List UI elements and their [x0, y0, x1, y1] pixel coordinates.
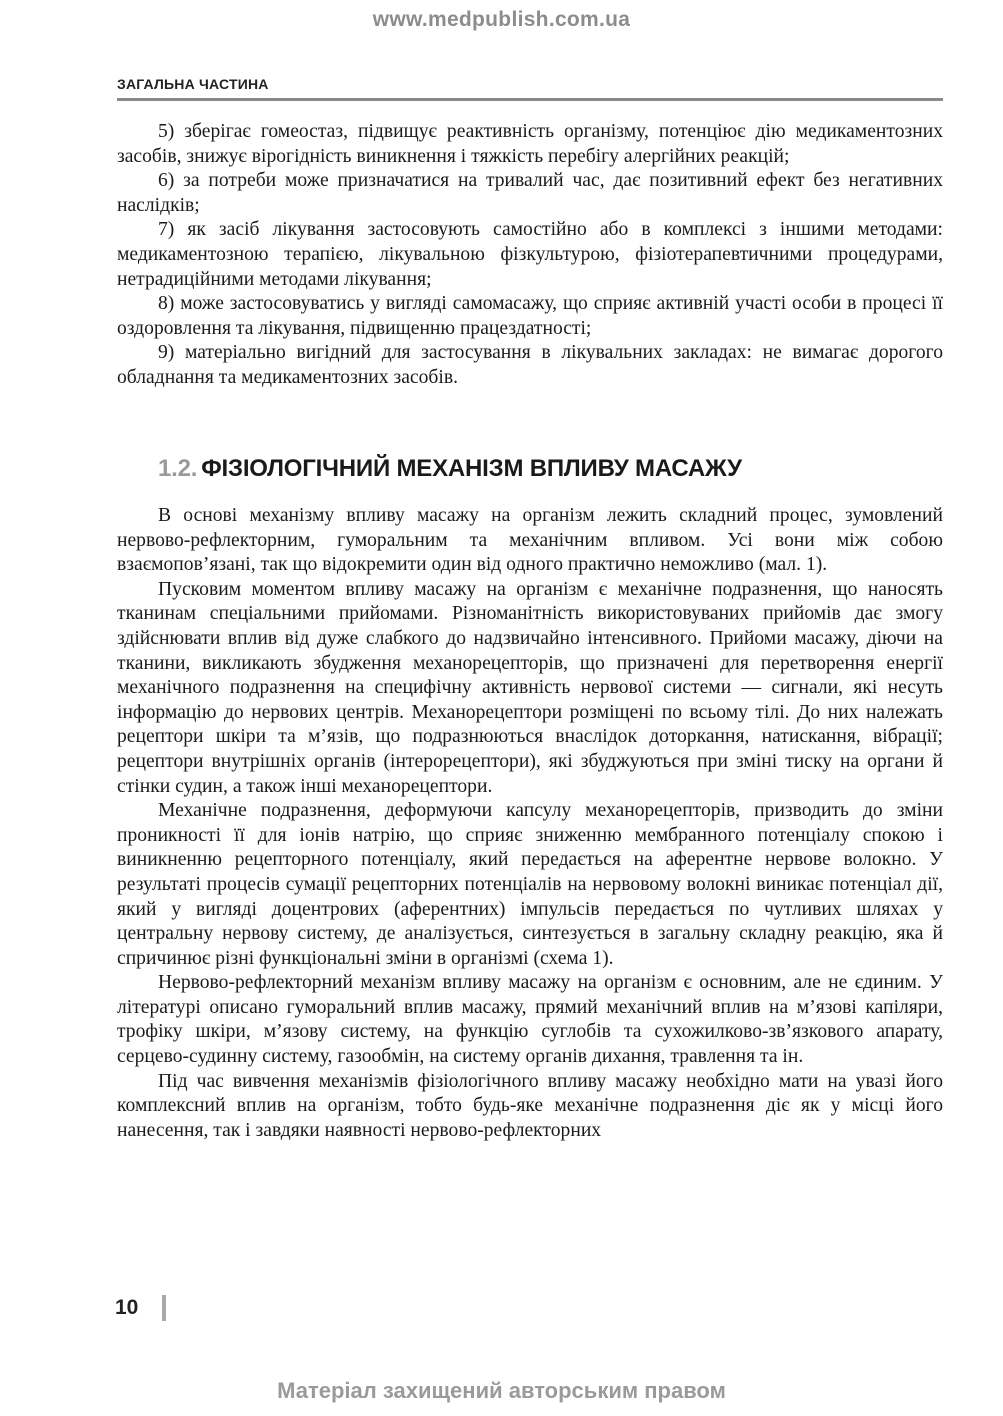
- list-item: 8) може застосовуватись у вигляді самомасажу, що сприяє активній участі особи в процесі її оздоровлення та лікування, підвищенню працездатності;: [117, 293, 943, 339]
- page-number: 10: [115, 1296, 139, 1319]
- page-number-bar: [162, 1295, 166, 1321]
- header-rule: [117, 98, 943, 101]
- section-number: 1.2.: [158, 455, 198, 482]
- running-head: ЗАГАЛЬНА ЧАСТИНА: [117, 76, 269, 92]
- list-item: 7) як засіб лікування застосовують самостійно або в комплексі з іншими методами: медикаментозною терапією, лікувальною фізкультурою, фізіотерапевтичними процедурами, нетрадиційними методами лікування;: [117, 219, 943, 290]
- section-heading: [158, 455, 742, 483]
- watermark-url: www.medpublish.com.ua: [372, 8, 631, 31]
- body-paragraph: Під час вивчення механізмів фізіологічного впливу масажу необхідно мати на увазі його комплексний вплив на організм, тобто будь-яке механічне подразнення діє як у місці його нанесення, так і завдяки наявності нервово-рефлекторних: [117, 1070, 943, 1141]
- list-item: 6) за потреби може призначатися на тривалий час, дає позитивний ефект без негативних наслідків;: [117, 170, 943, 216]
- list-continuation: [117, 120, 943, 391]
- copyright-watermark: Матеріал захищений авторським правом: [277, 1378, 726, 1403]
- section-body: [117, 504, 943, 1143]
- list-item: 5) зберігає гомеостаз, підвищує реактивність організму, потенціює дію медикаментозних засобів, знижує вірогідність виникнення і тяжкість перебігу алергійних реакцій;: [117, 121, 943, 167]
- body-paragraph: В основі механізму впливу масажу на організм лежить складний процес, зумовлений нервово-рефлекторним, гуморальним та механічним впливом. Усі вони між собою взаємопов’язані, так що відокремити один від одного практично неможливо (мал. 1).: [117, 505, 943, 576]
- body-paragraph: Пусковим моментом впливу масажу на організм є механічне подразнення, що наносять тканинам спеціальними прийомами. Різноманітність використовуваних прийомів дає змогу здійснювати вплив від дуже слабкого до надзвичайно інтенсивного. Прийоми масажу, діючи на тканини, викликають збудження механорецепторів, що призначені для перетворення енергії механічного подразнення на специфічну активність нервової системи — сигнали, які несуть інформацію до нервових центрів. Механорецептори розміщені по всьому тілі. До них належать рецептори шкіри та м’язів, що подразнюються внаслідок доторкання, натискання, вібрації; рецептори внутрішніх органів (інтерорецептори), які збуджуються при зміні тиску на органи й стінки судин, а також інші механорецептори.: [117, 578, 943, 797]
- section-title: ФІЗІОЛОГІЧНИЙ МЕХАНІЗМ ВПЛИВУ МАСАЖУ: [201, 455, 742, 482]
- body-paragraph: Нервово-рефлекторний механізм впливу масажу на організм є основним, але не єдиним. У літературі описано гуморальний вплив масажу, прямий механічний вплив на м’язові капіляри, трофіку шкіри, м’язову систему, на функцію суглобів та сухожилково-зв’язкового апарату, серцево-судинну систему, газообмін, на систему органів дихання, травлення та ін.: [117, 972, 943, 1068]
- body-paragraph: Механічне подразнення, деформуючи капсулу механорецепторів, призводить до зміни проникності її для іонів натрію, що сприяє зниженню мембранного потенціалу спокою і виникненню рецепторного потенціалу, який передається на аферентне нервове волокно. У результаті процесів сумації рецепторних потенціалів на нервовому волокні виникає потенціал дії, який у вигляді доцентрових (аферентних) імпульсів передається по чутливих шляхах у центральну нервову систему, де аналізується, синтезується в загальну складну реакцію, яка й спричинює різні функціональні зміни в організмі (схема 1).: [117, 800, 943, 969]
- list-item: 9) матеріально вигідний для застосування в лікувальних закладах: не вимагає дорогого обладнання та медикаментозних засобів.: [117, 342, 943, 388]
